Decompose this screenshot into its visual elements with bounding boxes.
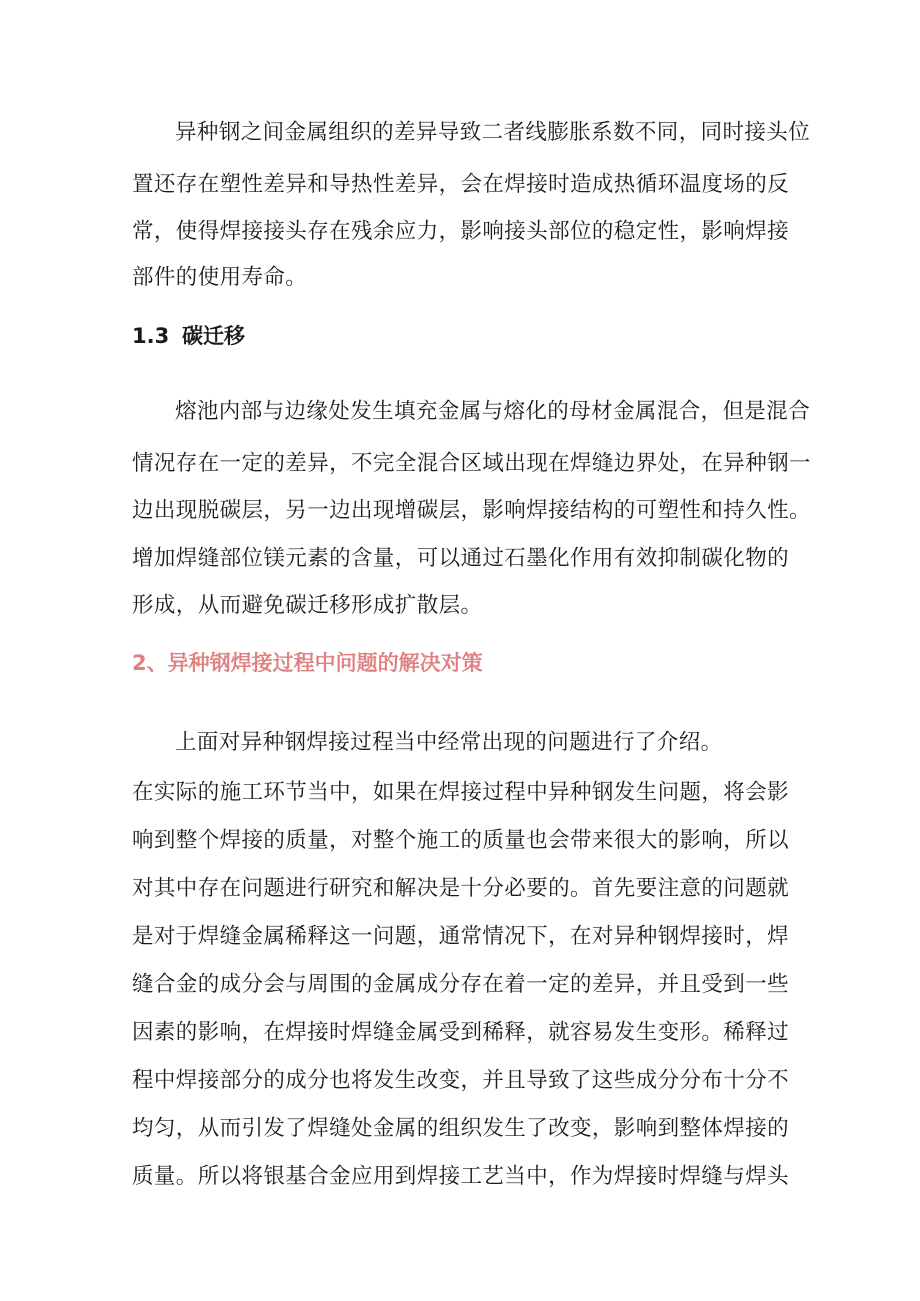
paragraph-1-line-1: 异种钢之间金属组织的差异导致二者线膨胀系数不同，同时接头位 bbox=[175, 120, 811, 145]
paragraph-2-line-1: 熔池内部与边缘处发生填充金属与熔化的母材金属混合，但是混合 bbox=[175, 399, 811, 424]
paragraph-3-line-4: 对其中存在问题进行研究和解决是十分必要的。首先要注意的问题就 bbox=[132, 876, 790, 901]
paragraph-3-line-10: 质量。所以将银基合金应用到焊接工艺当中，作为焊接时焊缝与焊头 bbox=[132, 1164, 790, 1189]
section-number: 1.3 bbox=[132, 324, 170, 348]
paragraph-2-line-3: 边出现脱碳层，另一边出现增碳层，影响焊接结构的可塑性和持久性。 bbox=[132, 498, 811, 523]
paragraph-2-line-5: 形成，从而避免碳迁移形成扩散层。 bbox=[132, 593, 483, 618]
paragraph-3-line-9: 均匀，从而引发了焊缝处金属的组织发生了改变，影响到整体焊接的 bbox=[132, 1116, 790, 1141]
paragraph-1-line-2: 置还存在塑性差异和导热性差异，会在焊接时造成热循环温度场的反 bbox=[132, 172, 790, 197]
paragraph-3-line-2: 在实际的施工环节当中，如果在焊接过程中异种钢发生问题，将会影 bbox=[132, 780, 790, 805]
paragraph-3-line-3: 响到整个焊接的质量，对整个施工的质量也会带来很大的影响，所以 bbox=[132, 828, 790, 853]
paragraph-1-line-3: 常，使得焊接接头存在残余应力，影响接头部位的稳定性，影响焊接 bbox=[132, 219, 790, 244]
paragraph-1-line-4: 部件的使用寿命。 bbox=[132, 265, 308, 290]
paragraph-3-line-5: 是对于焊缝金属稀释这一问题，通常情况下，在对异种钢焊接时，焊 bbox=[132, 924, 790, 949]
section-heading-1-3 bbox=[132, 321, 245, 351]
paragraph-2-line-4: 增加焊缝部位镁元素的含量，可以通过石墨化作用有效抑制碳化物的 bbox=[132, 546, 790, 571]
paragraph-3-line-8: 程中焊接部分的成分也将发生改变，并且导致了这些成分分布十分不 bbox=[132, 1068, 790, 1093]
paragraph-3-line-6: 缝合金的成分会与周围的金属成分存在着一定的差异，并且受到一些 bbox=[132, 972, 790, 997]
section-title: 碳迁移 bbox=[182, 324, 245, 348]
paragraph-3-line-7: 因素的影响，在焊接时焊缝金属受到稀释，就容易发生变形。稀释过 bbox=[132, 1020, 790, 1045]
section-heading-2: 2、异种钢焊接过程中问题的解决对策 bbox=[132, 651, 483, 675]
paragraph-3-line-1: 上面对异种钢焊接过程当中经常出现的问题进行了介绍。 bbox=[175, 730, 723, 755]
paragraph-2-line-2: 情况存在一定的差异，不完全混合区域出现在焊缝边界处，在异种钢一 bbox=[132, 451, 811, 476]
